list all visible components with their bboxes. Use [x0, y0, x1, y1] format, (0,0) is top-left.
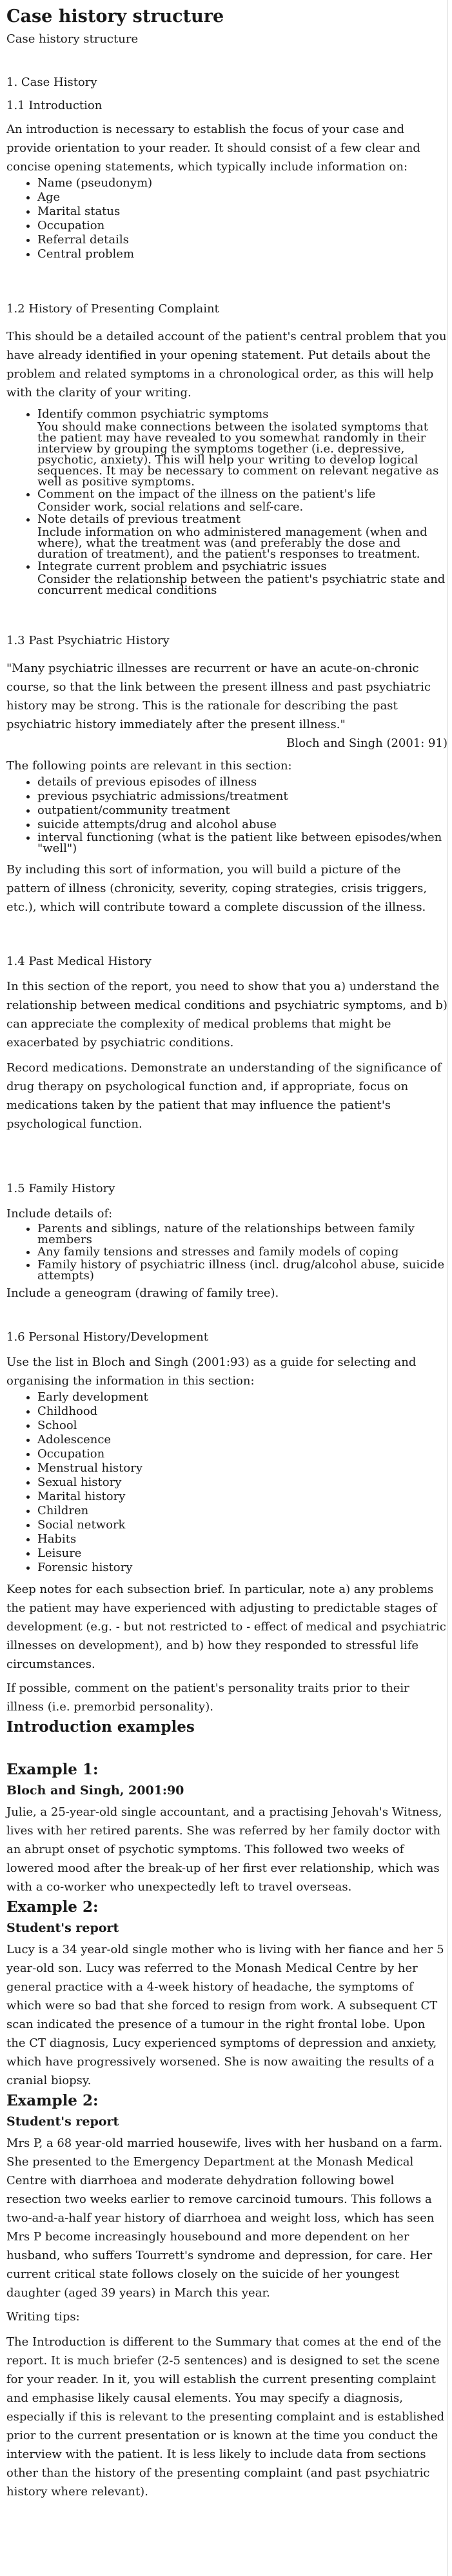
list-item [37, 487, 447, 512]
list-item: • Early development [37, 1390, 447, 1405]
presenting-complaint-list [6, 407, 447, 596]
list-item [37, 560, 447, 596]
medical-history-paragraph: In this section of the report, you need to show that you a) understand the relationship between medical conditions and psychiatric symptoms, and b) can appreciate the complexity of medical problems that might be exacerbated by psychiatric conditions. [6, 980, 447, 1050]
list-item-title: Integrate current problem and psychiatric issues [37, 560, 327, 573]
list-item: • Parents and siblings, nature of the relationships between family members [37, 1223, 447, 1245]
list-item: • Social network [37, 1518, 447, 1532]
list-item: • interval functioning (what is the patient like between episodes/when "well") [37, 832, 447, 854]
medications-paragraph: Record medications. Demonstrate an understanding of the significance of drug therapy on psychological function and, if appropriate, focus on medications taken by the patient that may influence the patient's psychological function. [6, 1061, 442, 1131]
psychiatric-quote: "Many psychiatric illnesses are recurrent or have an acute-on-chronic course, so that the link between the present illness and past psychiatric history may be strong. This is the rationale for describing the past psychiatric history immediately after the present illness." [6, 662, 431, 731]
list-item: • Leisure [37, 1547, 447, 1561]
example-3-paragraph: Mrs P, a 68 year-old married housewife, lives with her husband on a farm. She presented to the Emergency Department at the Monash Medical Centre with diarrhoea and moderate dehydration following bowel resection two weeks earlier to remove carcinoid tumours. This follows a two-and-a-half year history of diarrhoea and weight loss, which has seen Mrs P become increasingly housebound and more dependent on her husband, who suffers Tourrett's syndrome and depression, for care. Her current critical state follows closely on the suicide of her youngest daughter (aged 39 years) in March this year. [6, 2136, 443, 2300]
list-item-title: Note details of previous treatment [37, 512, 241, 526]
heading-introduction-examples: Introduction examples [6, 1718, 195, 1736]
heading-example-2: Example 2: [6, 1898, 99, 1916]
list-item: • Referral details [37, 233, 447, 247]
list-item: • School [37, 1419, 447, 1433]
personal-history-list [6, 1390, 447, 1575]
list-item: • Occupation [37, 219, 447, 233]
presenting-complaint-paragraph: This should be a detailed account of the patient's central problem that you have already identified in your opening statement. Put details about the problem and related symptoms in a chronological order, as this will help with the clarity of your writing. [6, 330, 447, 400]
list-item: • previous psychiatric admissions/treatment [37, 789, 447, 804]
list-item-title: Identify common psychiatric symptoms [37, 407, 269, 421]
heading-past-medical-history: 1.4 Past Medical History [6, 955, 152, 968]
list-item: • Marital status [37, 205, 447, 219]
heading-example-3: Example 2: [6, 2092, 99, 2109]
list-item-detail: Consider work, social relations and self-care. [37, 500, 304, 514]
list-item: • Occupation [37, 1447, 447, 1461]
list-item: • Habits [37, 1532, 447, 1547]
page-title: Case history structure [6, 6, 224, 26]
list-item: • Children [37, 1504, 447, 1518]
list-item: • Forensic history [37, 1561, 447, 1575]
heading-case-history: 1. Case History [6, 76, 97, 89]
page-subtitle: Case history structure [6, 32, 139, 46]
list-item-detail: You should make connections between the isolated symptoms that the patient may have revealed to you somewhat randomly in their interview by grouping the symptoms together (i.e. depressive, psychotic, anxiety). This will help your writing to develop logical sequences. It may be necessary to comment on relevant negative as well as positive symptoms. [37, 420, 439, 489]
introduction-list [6, 176, 447, 261]
example-2-paragraph: Lucy is a 34 year-old single mother who is living with her fiance and her 5 year-old son. Lucy was referred to the Monash Medical Centre by her general practice with a 4-week history of headache, the symptoms of which were so bad that she forced to resign from work. A subsequent CT scan indicated the presence of a tumour in the right frontal lobe. Upon the CT diagnosis, Lucy experienced symptoms of depression and anxiety, which have progressively worsened. She is now awaiting the results of a cranial biopsy. [6, 1943, 444, 2087]
list-item: • Sexual history [37, 1476, 447, 1490]
list-item: • outpatient/community treatment [37, 804, 447, 818]
psychiatric-points-intro: The following points are relevant in this section: [6, 759, 292, 773]
list-item: • Name (pseudonym) [37, 176, 447, 190]
example-3-source: Student's report [6, 2115, 119, 2129]
list-item: • Childhood [37, 1405, 447, 1419]
example-1-paragraph: Julie, a 25-year-old single accountant, and a practising Jehovah's Witness, lives with her retired parents. She was referred by her family doctor with an abrupt onset of psychotic symptoms. This followed two weeks of lowered mood after the break-up of her first ever relationship, which was with a co-worker who unexpectedly left to travel overseas. [6, 1805, 442, 1894]
heading-introduction: 1.1 Introduction [6, 99, 103, 112]
list-item [37, 407, 447, 487]
list-item: • Menstrual history [37, 1461, 447, 1476]
example-1-source: Bloch and Singh, 2001:90 [6, 1783, 184, 1798]
list-item-detail: Include information on who administered management (when and where), what the treatment was (and preferably the dose and duration of treatment), and the patient's responses to treatment. [37, 525, 427, 561]
list-item: • Central problem [37, 247, 447, 261]
heading-personal-history: 1.6 Personal History/Development [6, 1330, 208, 1344]
family-history-list [6, 1223, 447, 1281]
heading-example-1: Example 1: [6, 1761, 99, 1778]
heading-past-psychiatric-history: 1.3 Past Psychiatric History [6, 634, 170, 647]
writing-tips-paragraph: The Introduction is different to the Summary that comes at the end of the report. It is much briefer (2-5 sentences) and is designed to set the scene for your reader. In it, you will establish the current presenting complaint and emphasise likely causal elements. You may specify a diagnosis, especially if this is relevant to the presenting complaint and is established prior to the current presentation or is known at the time you conduct the interview with the patient. It is less likely to include data from sections other than the history of the presenting complaint (and past psychiatric history where relevant). [6, 2335, 445, 2499]
personal-history-notes: Keep notes for each subsection brief. In particular, note a) any problems the patient may have experienced with adjusting to predictable stages of development (e.g. - but not restricted to - effect of medical and psychiatric illnesses on development), and b) how they responded to stressful life circumstances. [6, 1583, 446, 1671]
heading-family-history: 1.5 Family History [6, 1182, 115, 1195]
introduction-paragraph: An introduction is necessary to establish the focus of your case and provide orientation to your reader. It should consist of a few clear and concise opening statements, which typically include information on: [6, 123, 420, 174]
writing-tips-label: Writing tips: [6, 2310, 80, 2324]
geneogram-note: Include a geneogram (drawing of family tree). [6, 1286, 279, 1300]
list-item: • Adolescence [37, 1433, 447, 1447]
example-2-source: Student's report [6, 1921, 119, 1935]
list-item: • Marital history [37, 1490, 447, 1504]
psychiatric-quote-citation: Bloch and Singh (2001: 91) [286, 736, 447, 750]
personal-history-intro: Use the list in Bloch and Singh (2001:93) as a guide for selecting and organising the information in this section: [6, 1355, 417, 1388]
list-item: • details of previous episodes of illness [37, 775, 447, 789]
list-item: • Any family tensions and stresses and family models of coping [37, 1245, 447, 1259]
list-item: • Family history of psychiatric illness (incl. drug/alcohol abuse, suicide attempts) [37, 1259, 447, 1281]
psychiatric-summary-paragraph: By including this sort of information, you will build a picture of the pattern of illness (chronicity, severity, coping strategies, crisis triggers, etc.), which will contribute toward a complete discussion of the illness. [6, 863, 427, 914]
family-history-intro: Include details of: [6, 1207, 113, 1221]
list-item [37, 512, 447, 560]
list-item: • suicide attempts/drug and alcohol abuse [37, 818, 447, 832]
premorbid-personality-paragraph: If possible, comment on the patient's personality traits prior to their illness (i.e. premorbid personality). [6, 1681, 409, 1714]
document-page [6, 0, 448, 2576]
list-item-title: Comment on the impact of the illness on the patient's life [37, 487, 376, 501]
list-item: • Age [37, 190, 447, 205]
list-item-detail: Consider the relationship between the patient's psychiatric state and concurrent medical conditions [37, 573, 446, 597]
psychiatric-points-list [6, 775, 447, 854]
heading-presenting-complaint: 1.2 History of Presenting Complaint [6, 302, 219, 316]
